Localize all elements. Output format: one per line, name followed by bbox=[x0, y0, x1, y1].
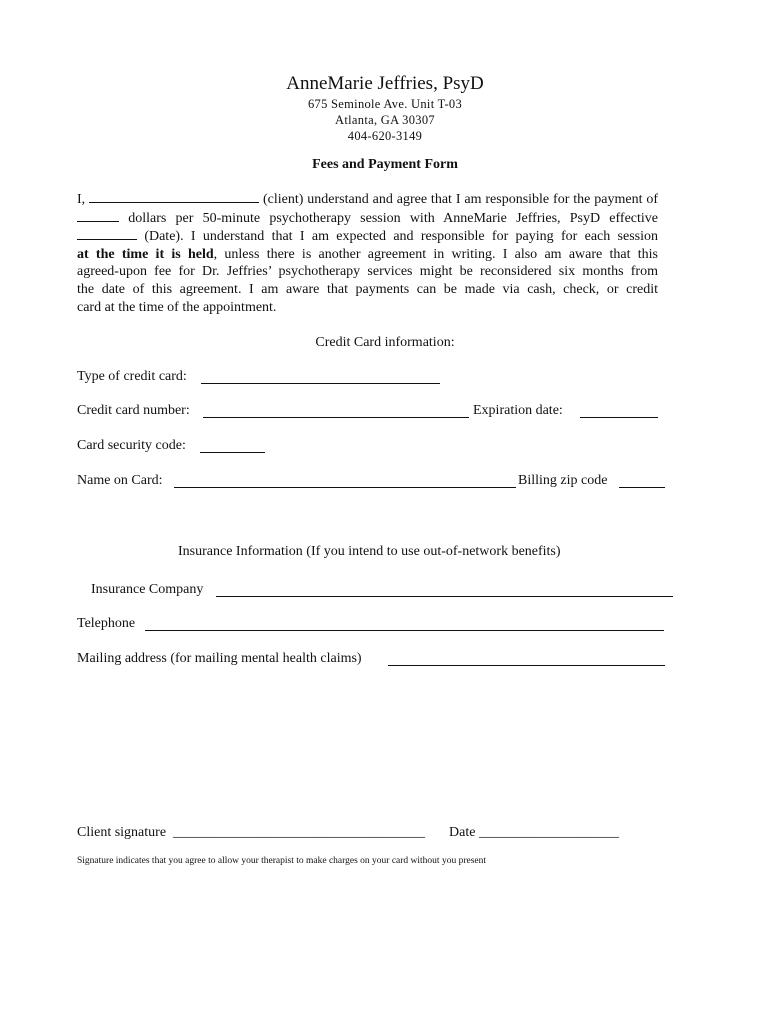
agreement-line-3 bbox=[77, 227, 658, 246]
client-signature-field[interactable]: ____________________________________ bbox=[173, 825, 425, 840]
client-signature-label: Client signature bbox=[77, 825, 167, 840]
credit-card-number-label: Credit card number: bbox=[77, 403, 190, 418]
credit-card-number-field[interactable] bbox=[203, 417, 469, 418]
agreement-line-4 bbox=[77, 246, 658, 264]
address-line-1: 675 Seminole Ave. Unit T-03 bbox=[307, 97, 463, 111]
agreement-line-6: the date of this agreement. I am aware that payments can be made via cash, check, or credit bbox=[77, 281, 658, 297]
fee-amount-blank[interactable] bbox=[77, 209, 119, 222]
credit-card-type-field[interactable] bbox=[201, 383, 440, 384]
agreement-bold-text: at the time it is held bbox=[77, 246, 214, 262]
client-name-blank[interactable] bbox=[89, 190, 259, 203]
date-label: Date bbox=[449, 825, 476, 840]
agreement-line-3-text: (Date). I understand that I am expected and responsible for paying for each session bbox=[144, 229, 658, 245]
agreement-paragraph bbox=[77, 190, 658, 316]
card-security-code-label: Card security code: bbox=[77, 438, 186, 453]
credit-card-type-label: Type of credit card: bbox=[77, 369, 187, 384]
agreement-line-2-text: dollars per 50-minute psychotherapy session with AnneMarie Jeffries, PsyD effective bbox=[128, 210, 658, 226]
credit-card-section-title: Credit Card information: bbox=[315, 335, 455, 350]
agreement-line-5: agreed-upon fee for Dr. Jeffries’ psychotherapy services might be reconsidered six months from bbox=[77, 264, 658, 280]
insurance-section-title: Insurance Information (If you intend to use out-of-network benefits) bbox=[178, 544, 561, 559]
address-line-2: Atlanta, GA 30307 bbox=[335, 113, 435, 127]
agreement-line-4-text: , unless there is another agreement in writing. I also am aware that this bbox=[213, 246, 658, 262]
form-title: Fees and Payment Form bbox=[312, 157, 458, 172]
agreement-line-1 bbox=[77, 190, 658, 209]
billing-zip-label: Billing zip code bbox=[518, 473, 608, 488]
expiration-date-field[interactable] bbox=[580, 417, 658, 418]
telephone-field[interactable] bbox=[145, 630, 664, 631]
phone-number: 404-620-3149 bbox=[347, 129, 423, 143]
agreement-line-2 bbox=[77, 209, 658, 228]
signature-note: Signature indicates that you agree to allow your therapist to make charges on your card without you present bbox=[77, 856, 487, 866]
practitioner-name: AnneMarie Jeffries, PsyD bbox=[286, 73, 484, 94]
agreement-line-1-text: (client) understand and agree that I am responsible for the payment of bbox=[262, 192, 659, 207]
mailing-address-field[interactable] bbox=[388, 665, 665, 666]
signature-date-field[interactable]: ____________________ bbox=[479, 825, 619, 840]
billing-zip-field[interactable] bbox=[619, 487, 665, 488]
insurance-company-label: Insurance Company bbox=[91, 582, 204, 597]
agreement-i: I, bbox=[77, 192, 86, 207]
effective-date-blank[interactable] bbox=[77, 227, 137, 240]
name-on-card-field[interactable] bbox=[174, 487, 516, 488]
expiration-date-label: Expiration date: bbox=[473, 403, 563, 418]
agreement-line-7: card at the time of the appointment. bbox=[77, 299, 277, 315]
name-on-card-label: Name on Card: bbox=[77, 473, 163, 488]
insurance-company-field[interactable] bbox=[216, 596, 673, 597]
mailing-address-label: Mailing address (for mailing mental health claims) bbox=[77, 651, 362, 666]
telephone-label: Telephone bbox=[77, 616, 136, 631]
card-security-code-field[interactable] bbox=[200, 452, 265, 453]
